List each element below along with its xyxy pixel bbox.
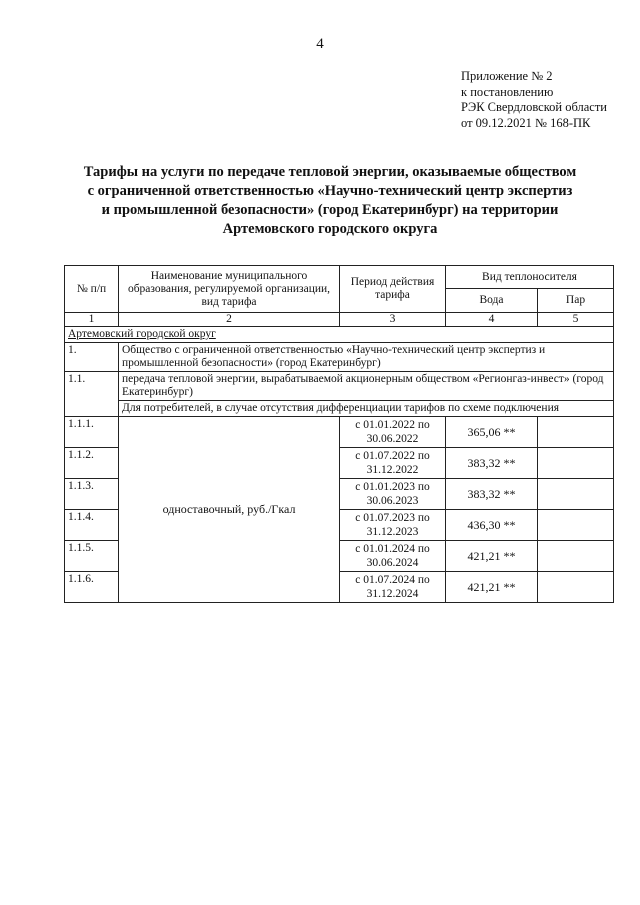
header-period: Период действия тарифа xyxy=(340,266,446,313)
period-cell xyxy=(340,510,446,541)
column-number: 1 xyxy=(65,313,119,327)
row-code: 1.1.3. xyxy=(65,479,119,510)
region-name: Артемовский городской округ xyxy=(65,327,614,343)
period-to: 31.12.2024 xyxy=(366,588,419,600)
period-to: 30.06.2023 xyxy=(366,495,419,507)
title-line: Тарифы на услуги по передаче тепловой энергии, оказываемые обществом xyxy=(83,164,577,180)
period-from: с 01.07.2023 по xyxy=(355,512,430,524)
period-to: 31.12.2022 xyxy=(366,464,419,476)
row-code: 1.1.4. xyxy=(65,510,119,541)
water-value: 365,06 ** xyxy=(446,417,538,448)
column-number: 3 xyxy=(340,313,446,327)
header-carrier: Вид теплоносителя xyxy=(446,266,614,289)
period-from: с 01.01.2024 по xyxy=(355,543,430,555)
document-title xyxy=(60,163,600,239)
steam-value xyxy=(538,510,614,541)
appendix-line: Приложение № 2 xyxy=(461,69,553,83)
column-number: 4 xyxy=(446,313,538,327)
period-cell xyxy=(340,417,446,448)
period-to: 31.12.2023 xyxy=(366,526,419,538)
header-water: Вода xyxy=(446,289,538,313)
period-to: 30.06.2024 xyxy=(366,557,419,569)
title-line: с ограниченной ответственностью «Научно-технический центр экспертиз xyxy=(87,183,573,199)
period-cell xyxy=(340,541,446,572)
title-line: Артемовского городского округа xyxy=(222,221,438,237)
water-value: 421,21 ** xyxy=(446,541,538,572)
service-code: 1.1. xyxy=(65,372,119,417)
column-number: 5 xyxy=(538,313,614,327)
period-cell xyxy=(340,479,446,510)
row-code: 1.1.6. xyxy=(65,572,119,603)
water-value: 383,32 ** xyxy=(446,479,538,510)
water-value: 383,32 ** xyxy=(446,448,538,479)
consumers-note: Для потребителей, в случае отсутствия дифференциации тарифов по схеме подключения xyxy=(119,401,614,417)
water-value: 421,21 ** xyxy=(446,572,538,603)
appendix-line: от 09.12.2021 № 168-ПК xyxy=(461,115,591,130)
appendix-line: к постановлению xyxy=(461,84,554,99)
period-from: с 01.01.2022 по xyxy=(355,419,430,431)
header-num: № п/п xyxy=(65,266,119,313)
period-from: с 01.07.2024 по xyxy=(355,574,430,586)
steam-value xyxy=(538,448,614,479)
header-name: Наименование муниципального образования, регулируемой организации, вид тарифа xyxy=(119,266,340,313)
period-cell xyxy=(340,572,446,603)
tariff-table xyxy=(64,265,614,603)
steam-value xyxy=(538,572,614,603)
period-from: с 01.07.2022 по xyxy=(355,450,430,462)
steam-value xyxy=(538,541,614,572)
page-number: 4 xyxy=(316,36,324,52)
header-steam: Пар xyxy=(538,289,614,313)
period-from: с 01.01.2023 по xyxy=(355,481,430,493)
steam-value xyxy=(538,417,614,448)
title-line: и промышленной безопасности» (город Екатеринбург) на территории xyxy=(101,202,559,218)
org-name: Общество с ограниченной ответственностью «Научно-технический центр экспертиз и промышленной безопасности» (город Екатеринбург) xyxy=(119,343,614,372)
period-to: 30.06.2022 xyxy=(366,433,419,445)
row-code: 1.1.2. xyxy=(65,448,119,479)
column-number: 2 xyxy=(119,313,340,327)
water-value: 436,30 ** xyxy=(446,510,538,541)
appendix-block xyxy=(461,69,607,131)
row-code: 1.1.5. xyxy=(65,541,119,572)
service-name: передача тепловой энергии, вырабатываемой акционерным обществом «Регионгаз-инвест» (город Екатеринбург) xyxy=(119,372,614,401)
tariff-type: одноставочный, руб./Гкал xyxy=(119,417,340,603)
period-cell xyxy=(340,448,446,479)
steam-value xyxy=(538,479,614,510)
row-code: 1.1.1. xyxy=(65,417,119,448)
appendix-line: РЭК Свердловской области xyxy=(461,100,607,114)
org-code: 1. xyxy=(65,343,119,372)
